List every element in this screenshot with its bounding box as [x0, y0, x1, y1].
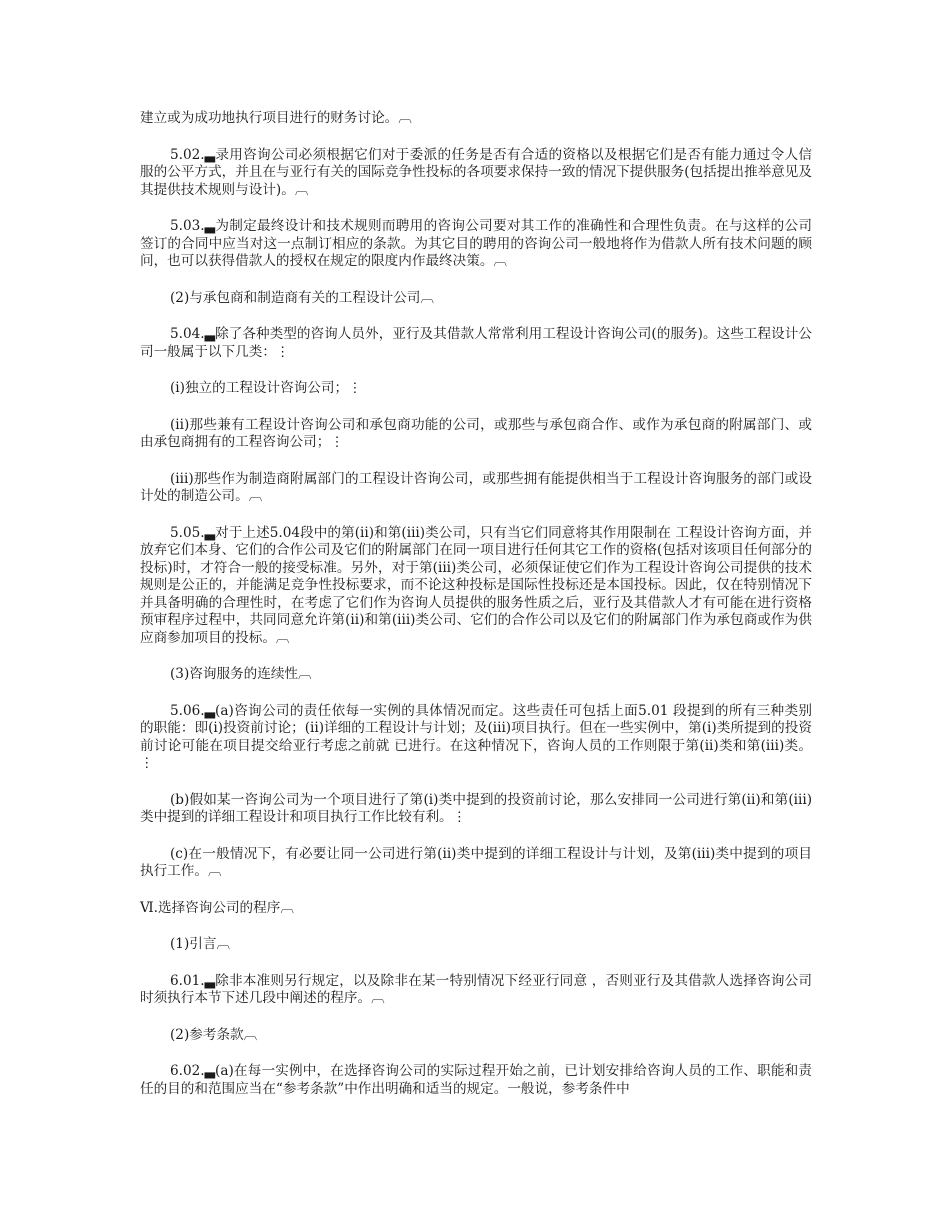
subheading-terms-of-reference: (2)参考条款︹	[170, 1026, 258, 1043]
paragraph-5-02: 5.02.▃录用咨询公司必须根据它们对于委派的任务是否有合适的资格以及根据它们是否有能力通过令人信服的公平方式，并且在与亚行有关的国际竞争性投标的各项要求保持一致的情况下提供服务(包括提出推举意见及其提供技术规则与设计)。︹	[140, 146, 812, 198]
paragraph-5-05: 5.05.▃对于上述5.04段中的第(ii)和第(iii)类公司，只有当它们同意将其作用限制在 工程设计咨询方面，并放弃它们本身、它们的合作公司及它们的附属部门在同一项目进行任何其它工作的资格(包括对该项目任何部分的投标)时，才符合一般的接受标准。另外，对于第(iii)类公司，必须保证使它们作为工程设计咨询公司提供的技术规则是公正的，并能满足竞争性投标要求，而不论这种投标是国际性投标还是本国投标。因此，仅在特别情况下并具备明确的合理性时，在考虑了它们作为咨询人员提供的服务性质之后，亚行及其借款人才有可能在进行资格预审程序过程中，共同同意允许第(ii)和第(iii)类公司、它们的合作公司以及它们的附属部门作为承包商或作为供应商参加项目的投标。︹	[140, 524, 812, 646]
paragraph-intro-end: 建立或为成功地执行项目进行的财务讨论。︹	[140, 110, 412, 126]
section-heading-6: Ⅵ.选择咨询公司的程序︹	[140, 899, 294, 916]
paragraph-5-03: 5.03.▃为制定最终设计和技术规则而聘用的咨询公司要对其工作的准确性和合理性负责。在与这样的公司签订的合同中应当对这一点制订相应的条款。为其它目的聘用的咨询公司一般地将作为借款人所有技术问题的顾问，也可以获得借款人的授权在规定的限度内作最终决策。︹	[140, 218, 812, 269]
list-item-5-04-ii: (ii)那些兼有工程设计咨询公司和承包商功能的公司，或那些与承包商合作、或作为承包商的附属部门、或由承包商拥有的工程咨询公司；⋮	[140, 416, 812, 450]
document-page	[140, 110, 812, 1117]
paragraph-5-04: 5.04.▃除了各种类型的咨询人员外，亚行及其借款人常常利用工程设计咨询公司(的服务)。这些工程设计公司一般属于以下几类：⋮	[140, 326, 812, 360]
subheading-continuity: (3)咨询服务的连续性︹	[170, 666, 312, 682]
paragraph-6-02-a: 6.02.▃(a)在每一实例中，在选择咨询公司的实际过程开始之前，已计划安排给咨询人员的工作、职能和责任的目的和范围应当在“参考条款”中作出明确和适当的规定。一般说，参考条件中	[140, 1063, 812, 1097]
subheading-engineering-firms: (2)与承包商和制造商有关的工程设计公司︹	[170, 289, 434, 306]
paragraph-5-06-a: 5.06.▃(a)咨询公司的责任依每一实例的具体情况而定。这些责任可包括上面5.01 段提到的所有三种类别的职能：即(i)投资前讨论；(ii)详细的工程设计与计划；及(iii)项目执行。但在一些实例中，第(i)类所提到的投资前讨论可能在项目提交给亚行考虑之前就 已进行。在这种情况下，咨询人员的工作则限于第(ii)类和第(iii)类。⋮	[140, 702, 812, 771]
list-item-5-04-iii: (iii)那些作为制造商附属部门的工程设计咨询公司，或那些拥有能提供相当于工程设计咨询服务的部门或设计处的制造公司。︹	[140, 470, 812, 504]
subheading-introduction: (1)引言︹	[170, 936, 231, 952]
list-item-5-04-i: (i)独立的工程设计咨询公司；⋮	[170, 380, 362, 396]
paragraph-5-06-b: (b)假如某一咨询公司为一个项目进行了第(i)类中提到的投资前讨论，那么安排同一公司进行第(ii)和第(iii)类中提到的详细工程设计和项目执行工作比较有利。⋮	[140, 791, 812, 825]
paragraph-5-06-c: (c)在一般情况下，有必要让同一公司进行第(ii)类中提到的详细工程设计与计划，及第(iii)类中提到的项目执行工作。︹	[140, 845, 812, 879]
paragraph-6-01: 6.01.▃除非本准则另行规定，以及除非在某一特别情况下经亚行同意 ，否则亚行及其借款人选择咨询公司时须执行本节下述几段中阐述的程序。︹	[140, 972, 812, 1006]
